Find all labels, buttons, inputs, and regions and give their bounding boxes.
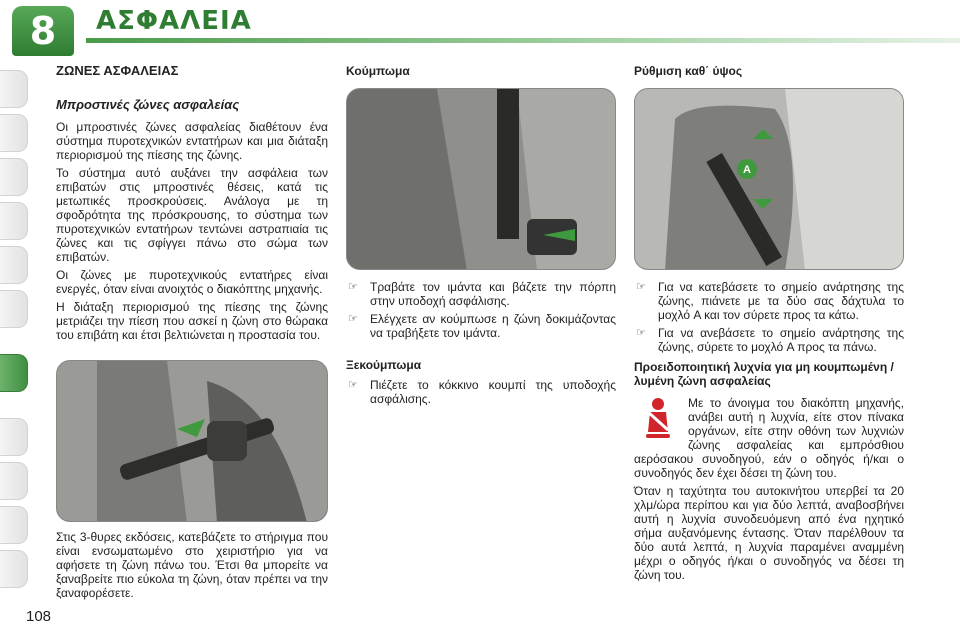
paragraph: Το σύστημα αυτό αυξάνει την ασφάλεια των επιβατών στις μπροστινές θέσεις, κατά τις μετωπικές προσκρούσεις. Ανάλογα με τη σφοδρότητα της πρόσκρουσης, το σύστημα των πυροτεχνικών εντατήρων τεντώνει αστραπιαία τις ζώνες και τις σφίγγει πάνω στο σώμα των επιβατών.: [56, 166, 328, 264]
chapter-number-badge: 8: [12, 6, 74, 56]
caption: Στις 3-θυρες εκδόσεις, κατεβάζετε το στήριγμα που είναι ενσωματωμένο στο χειριστήριο για να αφήσετε τη ζώνη πάνω του. Έτσι θα μπορείτε να ξαναβρείτε πιο εύκολα τη ζώνη, όταν πρέπει να την ξαναφορέσετε.: [56, 530, 328, 600]
warning-paragraph: Με το άνοιγμα του διακόπτη μηχανής, ανάβει αυτή η λυχνία, είτε στον πίνακα οργάνων, είτε στην οθόνη των λυχνιών ζώνης ασφαλείας και εμπρόσθιου αερόσακου συνοδηγού, εάν ο οδηγός ή/και ο συνοδηγός δεν έχει δέσει τη ζώνη του.: [634, 396, 904, 480]
height-adjust-photo: [634, 88, 904, 270]
chapter-tab-active[interactable]: [0, 354, 28, 392]
paragraph: Η διάταξη περιορισμού της πίεσης της ζώνης μετριάζει την πίεση που ασκεί η ζώνη στο θώρακα του επιβάτη και έτσι βελτιώνεται η προστασία του.: [56, 300, 328, 342]
buckle-photo: [346, 88, 616, 270]
height-step-up: ☞ Για να ανεβάσετε το σημείο ανάρτησης της ζώνης, σύρετε το μοχλό A προς τα πάνω.: [634, 326, 904, 354]
unfasten-step: ☞ Πιέζετε το κόκκινο κουμπί της υποδοχής ασφάλισης.: [346, 378, 616, 406]
height-instructions: [634, 280, 904, 586]
header-rule: [86, 38, 960, 43]
belt-guide-caption-block: [56, 530, 328, 604]
chapter-tab[interactable]: [0, 506, 28, 544]
warning-paragraph: Όταν η ταχύτητα του αυτοκινήτου υπερβεί τα 20 χλμ/ώρα περίπου και για δύο λεπτά, αναβοσβήνει αυτή η λυχνία συνοδευόμενη από ένα ηχητικό σήμα αυξανόμενης έντασης. Όταν παρέλθουν τα δύο αυτά λεπτά, η λυχνία παραμένει αναμμένη μέχρι ο οδηγός ή/και ο συνοδηγός να δέσει τη ζώνη του.: [634, 484, 904, 582]
paragraph: Οι μπροστινές ζώνες ασφαλείας διαθέτουν ένα σύστημα πυροτεχνικών εντατήρων και μια διάταξη περιορισμού της πίεσης της ζώνης.: [56, 120, 328, 162]
chapter-tab[interactable]: [0, 202, 28, 240]
chapter-tab[interactable]: [0, 70, 28, 108]
column-height-adjust: [634, 64, 904, 78]
paragraph: Οι ζώνες με πυροτεχνικούς εντατήρες είναι ενεργές, όταν είναι ανοιχτός ο διακόπτης μηχανής.: [56, 268, 328, 296]
warning-block: [634, 396, 904, 582]
seatbelt-warning-icon: [638, 396, 678, 440]
chapter-tab[interactable]: [0, 550, 28, 588]
warning-title: Προειδοποιητική λυχνία για μη κουμπωμένη / λυμένη ζώνη ασφαλείας: [634, 360, 894, 388]
belt-guide-photo: [56, 360, 328, 522]
chapter-tab[interactable]: [0, 290, 28, 328]
chapter-tabs: [0, 70, 32, 640]
height-adjust-illustration: [635, 89, 904, 270]
section-title: ΖΩΝΕΣ ΑΣΦΑΛΕΙΑΣ: [56, 63, 179, 78]
fasten-instructions: [346, 280, 616, 410]
column-front-belts: [56, 64, 328, 346]
lever-label: A: [743, 164, 751, 176]
chapter-tab[interactable]: [0, 418, 28, 456]
subsection-title: Μπροστινές ζώνες ασφαλείας: [56, 97, 240, 112]
fasten-title: Κούμπωμα: [346, 64, 410, 78]
column-fastening: [346, 64, 616, 78]
chapter-tab[interactable]: [0, 462, 28, 500]
height-title: Ρύθμιση καθ΄ ύψος: [634, 64, 743, 78]
unfasten-title: Ξεκούμπωμα: [346, 358, 422, 372]
chapter-tab[interactable]: [0, 246, 28, 284]
chapter-tab[interactable]: [0, 114, 28, 152]
fasten-step: ☞ Τραβάτε τον ιμάντα και βάζετε την πόρπη στην υποδοχή ασφάλισης.: [346, 280, 616, 308]
page-number: 108: [26, 608, 52, 625]
buckle-illustration: [347, 89, 616, 270]
belt-guide-illustration: [57, 361, 328, 522]
chapter-title: ΑΣΦΑΛΕΙΑ: [96, 6, 252, 36]
fasten-step: ☞ Ελέγχετε αν κούμπωσε η ζώνη δοκιμάζοντας να τραβήξετε τον ιμάντα.: [346, 312, 616, 340]
height-step-down: ☞ Για να κατεβάσετε το σημείο ανάρτησης της ζώνης, πιάνετε με τα δύο σας δάχτυλα το μοχλό A και τον σύρετε προς τα κάτω.: [634, 280, 904, 322]
chapter-tab[interactable]: [0, 158, 28, 196]
